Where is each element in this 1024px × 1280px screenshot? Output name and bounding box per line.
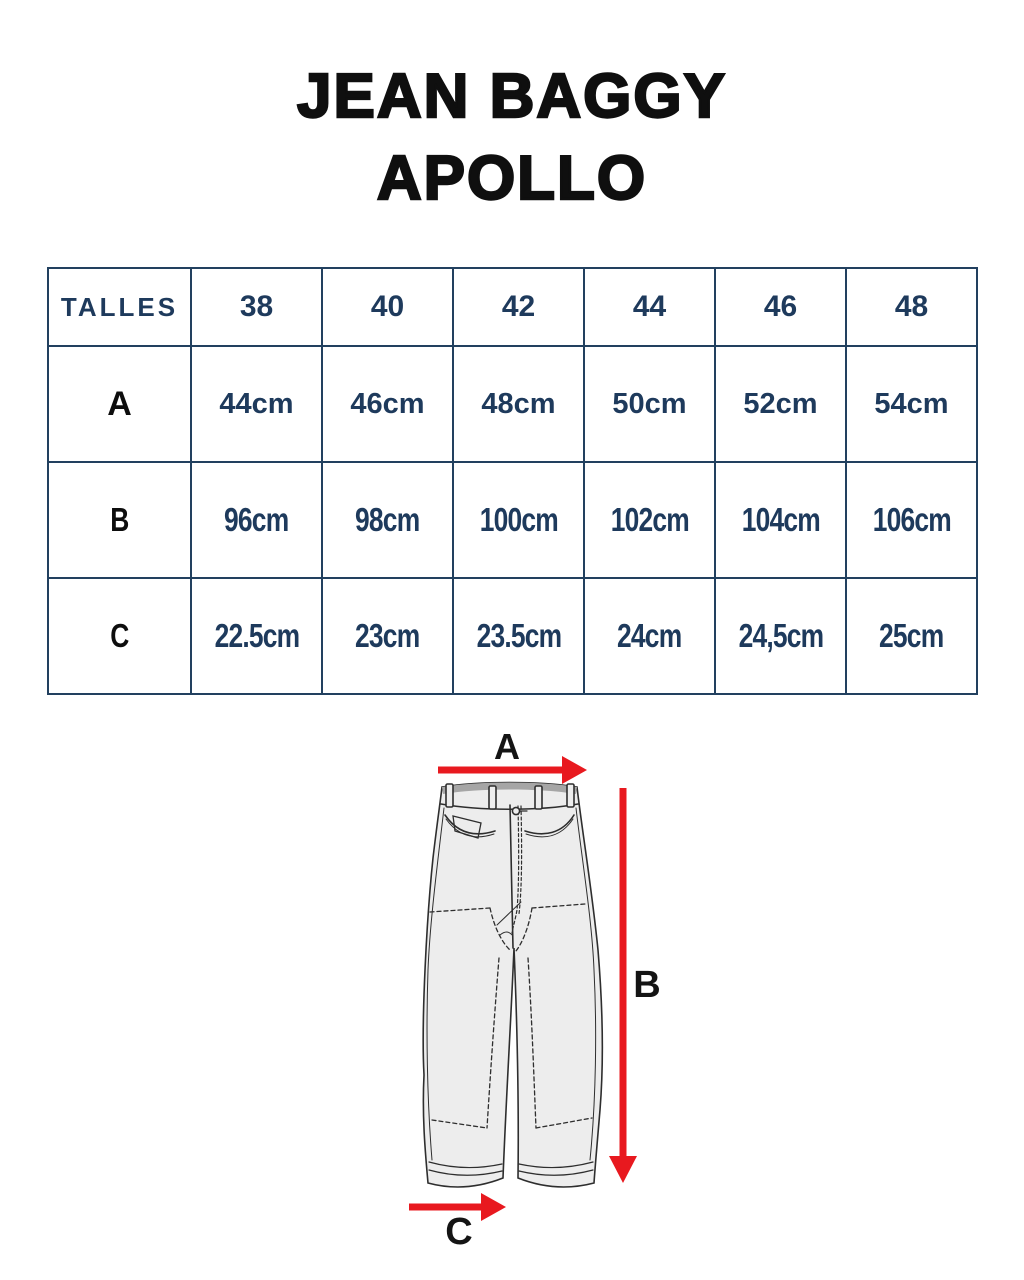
arrow-c-head-icon — [481, 1193, 506, 1221]
row-a-label: A — [48, 346, 191, 462]
header-size-44: 44 — [584, 268, 715, 346]
row-b-size-42: 100cm — [479, 501, 558, 538]
row-b-size-46: 104cm — [741, 501, 820, 538]
table-row-c — [48, 578, 977, 694]
jeans-flat-sketch — [380, 720, 700, 1280]
arrow-b-head-icon — [609, 1156, 637, 1183]
header-size-40: 40 — [322, 268, 453, 346]
row-a-size-46: 52cm — [715, 346, 846, 462]
waist-button — [512, 807, 519, 814]
row-c-size-44: 24cm — [617, 617, 682, 654]
measure-c-label: C — [445, 1211, 473, 1253]
page-title — [0, 56, 1024, 220]
jeans-silhouette — [423, 783, 602, 1188]
row-c-size-38: 22.5cm — [214, 617, 299, 654]
row-a-size-38: 44cm — [191, 346, 322, 462]
row-c-label: C — [110, 616, 129, 654]
header-talles: TALLES — [48, 268, 191, 346]
header-size-46: 46 — [715, 268, 846, 346]
measure-a-label: A — [494, 726, 520, 767]
arrow-a-head-icon — [562, 756, 587, 784]
table-row-b — [48, 462, 977, 578]
row-b-size-40: 98cm — [355, 501, 420, 538]
title-line-1: JEAN BAGGY — [297, 62, 727, 131]
row-b-size-48: 106cm — [872, 501, 951, 538]
row-c-size-42: 23.5cm — [476, 617, 561, 654]
row-b-size-38: 96cm — [224, 501, 289, 538]
row-c-size-48: 25cm — [879, 617, 944, 654]
row-a-size-40: 46cm — [322, 346, 453, 462]
header-size-38: 38 — [191, 268, 322, 346]
row-c-size-40: 23cm — [355, 617, 420, 654]
measure-b-label: B — [633, 964, 661, 1006]
table-header-row — [48, 268, 977, 346]
row-c-size-46: 24,5cm — [738, 617, 823, 654]
size-table — [47, 267, 978, 695]
header-size-42: 42 — [453, 268, 584, 346]
row-b-label: B — [110, 500, 129, 538]
table-row-a — [48, 346, 977, 462]
row-a-size-48: 54cm — [846, 346, 977, 462]
jeans-measurement-diagram — [380, 720, 700, 1280]
title-line-2: APOLLO — [376, 144, 648, 213]
header-size-48: 48 — [846, 268, 977, 346]
row-a-size-42: 48cm — [453, 346, 584, 462]
row-b-size-44: 102cm — [610, 501, 689, 538]
jeans-drawing — [423, 783, 602, 1188]
row-a-size-44: 50cm — [584, 346, 715, 462]
